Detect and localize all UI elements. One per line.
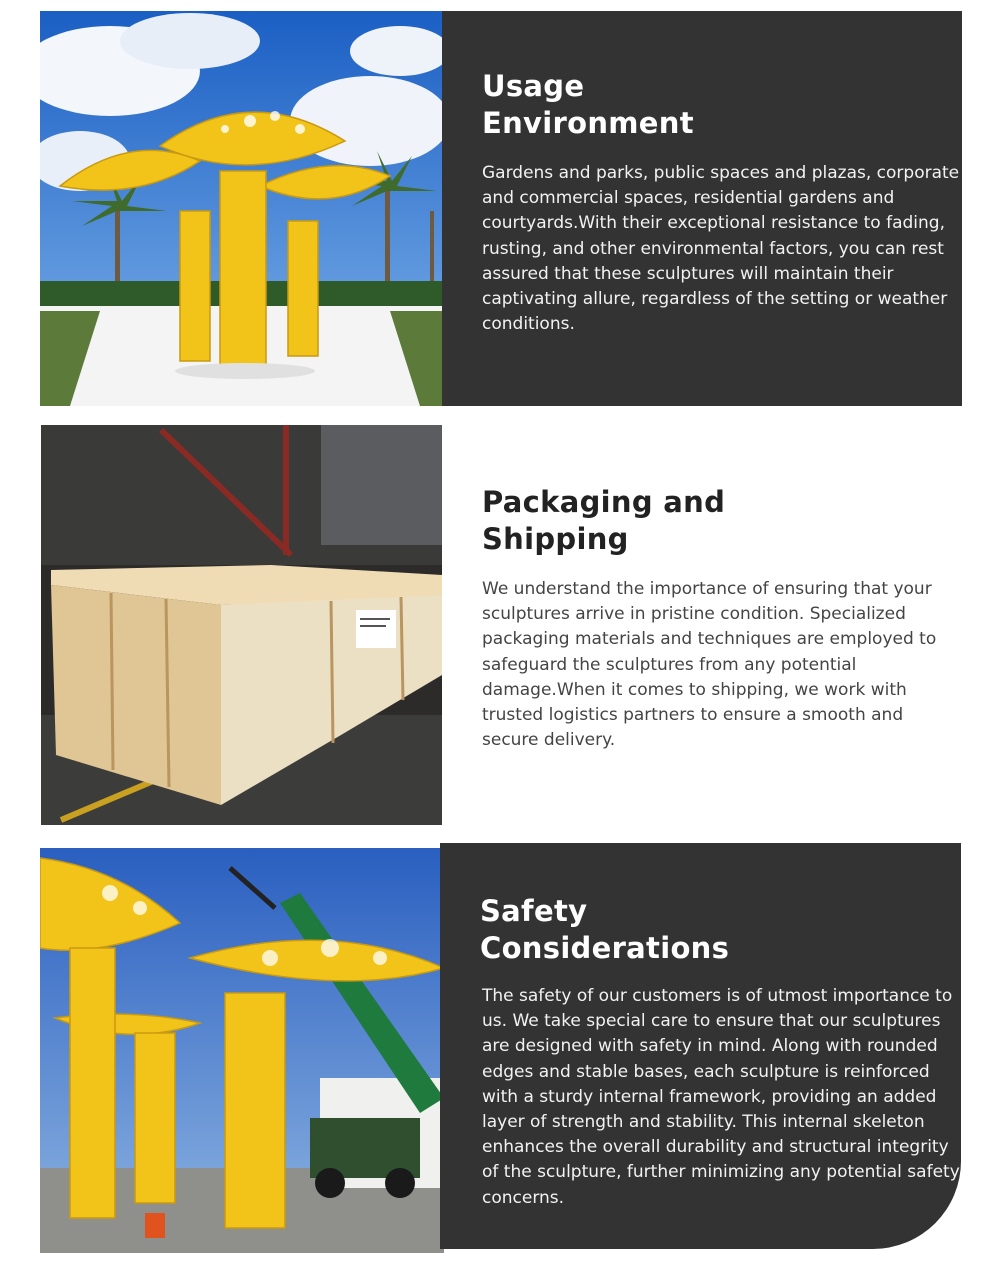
title-line: Packaging and <box>482 485 726 519</box>
section-body-text: We understand the importance of ensuring that your sculptures arrive in pristine condition. Specialized packaging materials and techniques are employed to safeguard the sculptures from any potential damage.When it comes to shipping, we work with trusted logistics partners to ensure a smooth and secure delivery. <box>482 579 937 751</box>
section-title <box>482 484 725 558</box>
section-body-text: Gardens and parks, public spaces and plazas, corporate and commercial spaces, residential gardens and courtyards.With their exceptional resistance to fading, rusting, and other environmental factors, you can rest assured that these sculptures will maintain their captivating allure, regardless of the setting or weather conditions. <box>482 163 960 335</box>
section-title <box>482 68 694 142</box>
sculpture-installation-crane-photo <box>40 848 444 1253</box>
title-line: Considerations <box>480 931 730 965</box>
yellow-tree-sculpture-park-photo <box>40 11 442 406</box>
section-body-text: The safety of our customers is of utmost importance to us. We take special care to ensure that our sculptures are designed with safety in mind. Along with rounded edges and stable bases, each sculpture is reinforced with a sturdy internal framework, providing an added layer of strength and stability. This internal skeleton enhances the overall durability and structural integrity of the sculpture, further minimizing any potential safety concerns. <box>482 986 960 1208</box>
title-line: Shipping <box>482 522 629 556</box>
title-line: Usage <box>482 69 585 103</box>
wooden-shipping-crate-photo <box>41 425 442 825</box>
title-line: Environment <box>482 106 694 140</box>
packaging-shipping-panel <box>442 425 962 825</box>
title-line: Safety <box>480 894 588 928</box>
safety-considerations-panel <box>440 843 961 1249</box>
usage-environment-panel <box>442 11 962 406</box>
section-title <box>480 893 729 967</box>
